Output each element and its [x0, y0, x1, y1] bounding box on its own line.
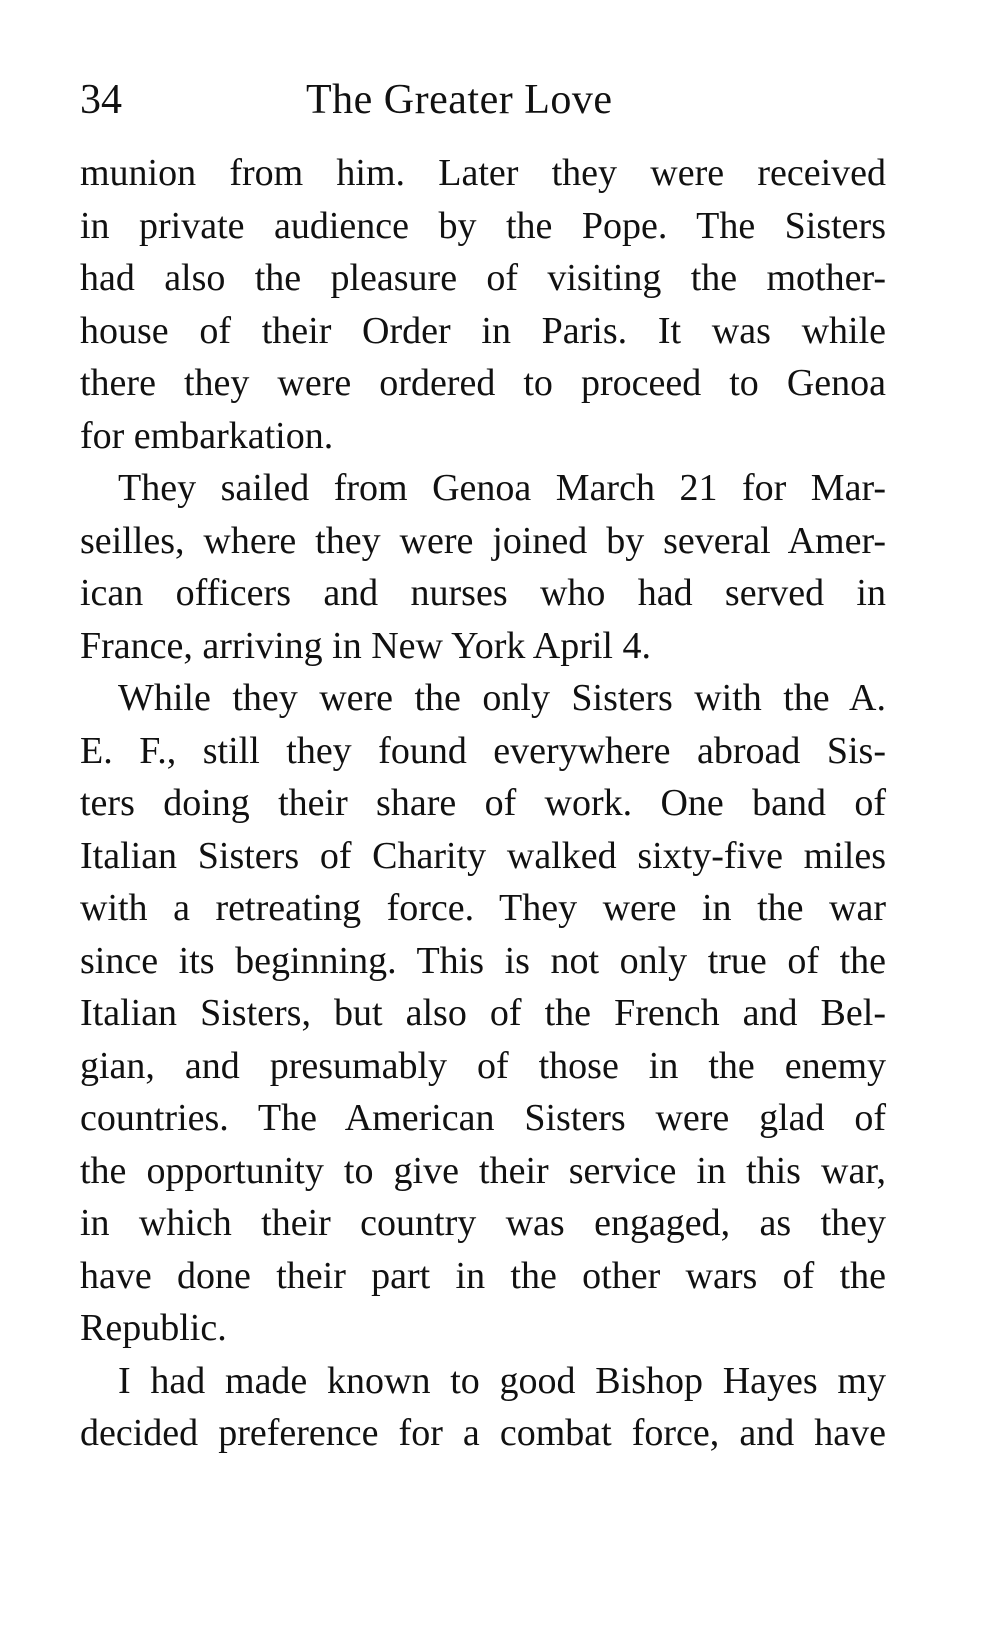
text-line: ican officers and nurses who had served in	[80, 572, 886, 614]
text-line: for embarkation.	[80, 414, 334, 457]
body-text	[80, 147, 886, 1460]
page-number: 34	[80, 77, 122, 123]
text-line: house of their Order in Paris. It was while	[80, 309, 886, 352]
text-line: the opportunity to give their service in this war,	[80, 1149, 886, 1192]
text-line: had also the pleasure of visiting the mother-	[80, 257, 886, 299]
text-line: ters doing their share of work. One band of	[80, 782, 886, 824]
text-line: have done their part in the other wars of the	[80, 1254, 886, 1297]
text-line: E. F., still they found everywhere abroad Sis-	[80, 729, 886, 772]
text-line: I had made known to good Bishop Hayes my	[118, 1359, 886, 1402]
text-line: with a retreating force. They were in the war	[80, 887, 886, 929]
text-line: there they were ordered to proceed to Genoa	[80, 362, 886, 404]
text-line: seilles, where they were joined by several Amer-	[80, 519, 886, 562]
text-line: in which their country was engaged, as they	[80, 1202, 886, 1244]
running-head	[80, 70, 910, 130]
text-line: gian, and presumably of those in the enemy	[80, 1044, 886, 1087]
text-line: countries. The American Sisters were glad of	[80, 1097, 886, 1139]
text-line: Italian Sisters of Charity walked sixty-five miles	[80, 834, 886, 877]
text-line: France, arriving in New York April 4.	[80, 624, 651, 667]
text-line: They sailed from Genoa March 21 for Mar-	[118, 467, 886, 509]
text-line: While they were the only Sisters with the A.	[118, 677, 886, 719]
text-line: in private audience by the Pope. The Sisters	[80, 204, 886, 247]
text-line: decided preference for a combat force, and have	[80, 1412, 886, 1454]
text-line: munion from him. Later they were received	[80, 152, 886, 194]
text-line: Republic.	[80, 1307, 227, 1349]
running-title: The Greater Love	[306, 77, 613, 123]
text-line: Italian Sisters, but also of the French and Bel-	[80, 992, 886, 1034]
text-line: since its beginning. This is not only true of the	[80, 939, 886, 982]
